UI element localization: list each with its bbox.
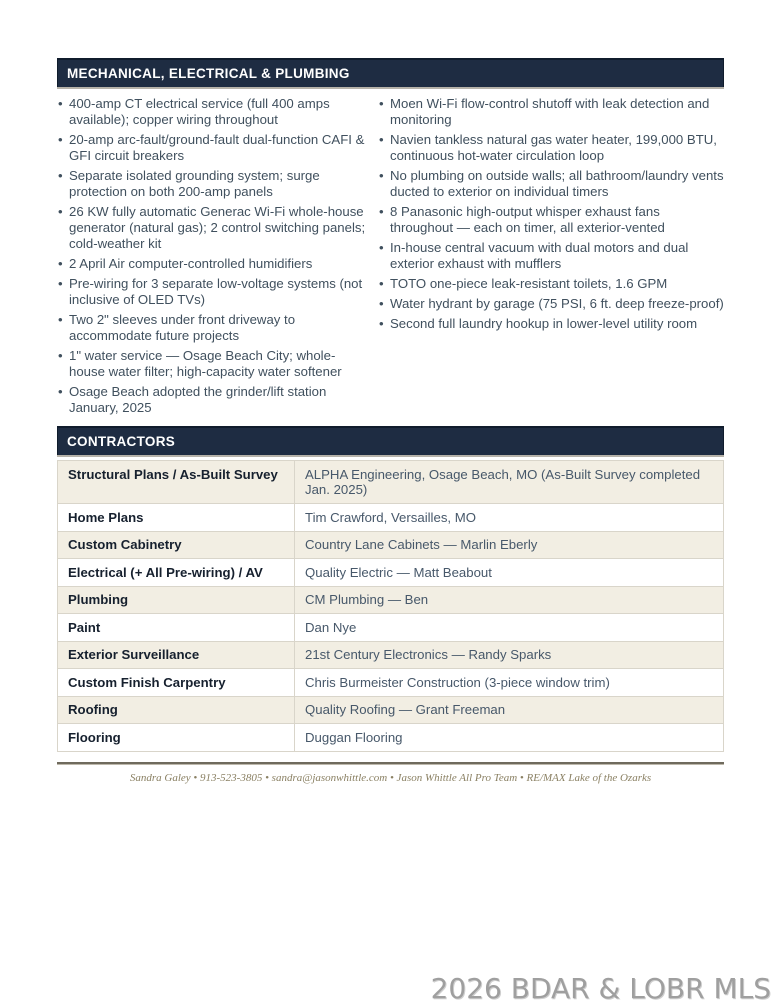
contractor-category: Home Plans [58, 504, 295, 532]
footer-divider [57, 762, 724, 765]
contractor-category: Structural Plans / As-Built Survey [58, 461, 295, 504]
mls-watermark: 2026 BDAR & LOBR MLS [430, 972, 771, 1005]
contractor-name: Chris Burmeister Construction (3-piece window trim) [295, 669, 724, 697]
page-content [57, 58, 724, 784]
contractor-name: Quality Roofing — Grant Freeman [295, 696, 724, 724]
mep-feature-columns [57, 96, 724, 420]
table-row [58, 461, 724, 504]
contractor-category: Roofing [58, 696, 295, 724]
contractor-category: Custom Finish Carpentry [58, 669, 295, 697]
contractor-name: CM Plumbing — Ben [295, 586, 724, 614]
feature-item: • 2 April Air computer-controlled humidifiers [57, 256, 370, 272]
contractor-name: ALPHA Engineering, Osage Beach, MO (As-Built Survey completed Jan. 2025) [295, 461, 724, 504]
contractors-table [57, 460, 724, 752]
mep-feature-list-right [378, 96, 724, 420]
section-title-mep: MECHANICAL, ELECTRICAL & PLUMBING [67, 66, 350, 81]
mep-feature-list-left [57, 96, 370, 420]
contractor-category: Custom Cabinetry [58, 531, 295, 559]
table-row [58, 586, 724, 614]
feature-item: • Pre-wiring for 3 separate low-voltage systems (not inclusive of OLED TVs) [57, 276, 370, 308]
feature-item: • 26 KW fully automatic Generac Wi-Fi whole-house generator (natural gas); 2 control switching panels; cold-weather kit [57, 204, 370, 252]
table-row [58, 531, 724, 559]
feature-item: • 8 Panasonic high-output whisper exhaust fans throughout — each on timer, all exterior-vented [378, 204, 724, 236]
table-row [58, 504, 724, 532]
contractor-name: Duggan Flooring [295, 724, 724, 752]
feature-item: • Two 2" sleeves under front driveway to accommodate future projects [57, 312, 370, 344]
feature-item: • No plumbing on outside walls; all bathroom/laundry vents ducted to exterior on individual timers [378, 168, 724, 200]
feature-item: • In-house central vacuum with dual motors and dual exterior exhaust with mufflers [378, 240, 724, 272]
feature-item: • Osage Beach adopted the grinder/lift station January, 2025 [57, 384, 370, 416]
feature-item: • TOTO one-piece leak-resistant toilets, 1.6 GPM [378, 276, 724, 292]
feature-item: • Navien tankless natural gas water heater, 199,000 BTU, continuous hot-water circulation loop [378, 132, 724, 164]
contractor-category: Electrical (+ All Pre-wiring) / AV [58, 559, 295, 587]
feature-item: • 400-amp CT electrical service (full 400 amps available); copper wiring throughout [57, 96, 370, 128]
agent-byline: Sandra Galey • 913-523-3805 • sandra@jasonwhittle.com • Jason Whittle All Pro Team • RE/MAX Lake of the Ozarks [129, 771, 652, 784]
feature-item: • Second full laundry hookup in lower-level utility room [378, 316, 724, 332]
feature-item: • 20-amp arc-fault/ground-fault dual-function CAFI & GFI circuit breakers [57, 132, 370, 164]
feature-item: • 1" water service — Osage Beach City; whole-house water filter; high-capacity water softener [57, 348, 370, 380]
feature-item: • Moen Wi-Fi flow-control shutoff with leak detection and monitoring [378, 96, 724, 128]
contractor-category: Plumbing [58, 586, 295, 614]
contractor-name: 21st Century Electronics — Randy Sparks [295, 641, 724, 669]
feature-item: • Water hydrant by garage (75 PSI, 6 ft. deep freeze-proof) [378, 296, 724, 312]
feature-item: • Separate isolated grounding system; surge protection on both 200-amp panels [57, 168, 370, 200]
table-row [58, 696, 724, 724]
contractor-category: Paint [58, 614, 295, 642]
contractor-name: Quality Electric — Matt Beabout [295, 559, 724, 587]
contractor-name: Country Lane Cabinets — Marlin Eberly [295, 531, 724, 559]
table-row [58, 614, 724, 642]
contractor-category: Exterior Surveillance [58, 641, 295, 669]
table-row [58, 559, 724, 587]
section-title-contractors: CONTRACTORS [67, 434, 176, 449]
table-row [58, 724, 724, 752]
table-row [58, 641, 724, 669]
section-header-contractors [57, 426, 724, 455]
contractor-name: Tim Crawford, Versailles, MO [295, 504, 724, 532]
contractor-name: Dan Nye [295, 614, 724, 642]
table-row [58, 669, 724, 697]
section-header-mep [57, 58, 724, 87]
contractor-category: Flooring [58, 724, 295, 752]
